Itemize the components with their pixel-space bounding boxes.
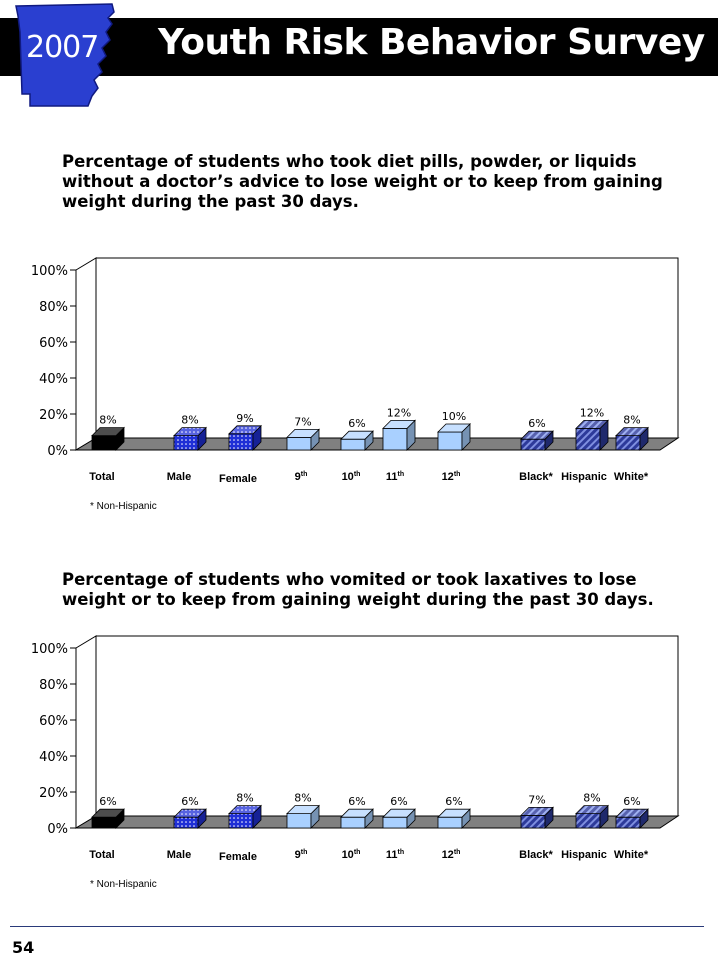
category-label: 11th: [385, 471, 405, 483]
category-label: Hispanic: [561, 471, 607, 483]
bar: [576, 420, 608, 450]
category-label: Black*: [519, 849, 553, 861]
y-tick-label: 80%: [39, 300, 68, 315]
bottom-rule: [10, 926, 704, 927]
y-tick-label: 100%: [30, 642, 68, 657]
bar: [174, 809, 206, 828]
bar: [521, 431, 553, 450]
category-label: 9th: [294, 471, 308, 483]
category-label: Total: [89, 849, 115, 861]
data-label: 6%: [348, 417, 366, 431]
category-label: Male: [166, 849, 192, 861]
bar: [616, 809, 648, 828]
bar: [341, 809, 373, 828]
y-tick-label: 80%: [39, 678, 68, 693]
data-label: 8%: [236, 791, 254, 805]
bar: [438, 809, 470, 828]
category-label: 10th: [341, 471, 361, 483]
bar: [92, 428, 124, 450]
category-label: Female: [219, 473, 257, 485]
data-label: 6%: [390, 795, 408, 809]
bar: [92, 809, 124, 828]
y-tick-label: 20%: [39, 786, 68, 801]
chart-2-question: Percentage of students who vomited or took laxatives to lose weight or to keep from gaining weight during the past 30 days.: [62, 570, 654, 609]
y-tick-label: 0%: [47, 444, 68, 459]
data-label: 6%: [445, 795, 463, 809]
bar: [438, 424, 470, 450]
bar: [341, 431, 373, 450]
bar: [174, 428, 206, 450]
chart-1-question: Percentage of students who took diet pills, powder, or liquids without a doctor’s advice to lose weight or to keep from gaining weight during the past 30 days.: [62, 152, 663, 211]
category-label: White*: [613, 849, 649, 861]
y-tick-label: 20%: [39, 408, 68, 423]
bar: [521, 807, 553, 828]
side-wall: [76, 636, 96, 828]
category-label: 11th: [385, 849, 405, 861]
y-tick-label: 60%: [39, 336, 68, 351]
category-label: Black*: [519, 471, 553, 483]
data-label: 8%: [181, 413, 199, 427]
data-label: 6%: [99, 795, 117, 809]
bar: [287, 806, 319, 828]
y-tick-label: 0%: [47, 822, 68, 837]
data-label: 8%: [294, 791, 312, 805]
bar: [616, 428, 648, 450]
data-label: 6%: [348, 795, 366, 809]
data-label: 8%: [583, 791, 601, 805]
page-number: 54: [12, 938, 35, 957]
chart-1-footnote: * Non-Hispanic: [90, 501, 157, 512]
bar: [383, 420, 415, 450]
page-title: Youth Risk Behavior Survey: [158, 22, 705, 63]
survey-year: 2007: [26, 30, 99, 65]
bar: [229, 426, 261, 450]
bar: [229, 806, 261, 828]
data-label: 8%: [623, 413, 641, 427]
category-label: Male: [166, 471, 192, 483]
data-label: 12%: [579, 406, 605, 420]
side-wall: [76, 258, 96, 450]
data-label: 6%: [528, 417, 546, 431]
category-label: Total: [89, 471, 115, 483]
data-label: 6%: [623, 795, 641, 809]
category-label: White*: [613, 471, 649, 483]
data-label: 7%: [294, 415, 312, 429]
category-label: 12th: [441, 849, 461, 861]
y-tick-label: 40%: [39, 750, 68, 765]
data-label: 10%: [441, 410, 467, 423]
y-tick-label: 100%: [30, 264, 68, 279]
data-label: 8%: [99, 413, 117, 427]
data-label: 7%: [528, 793, 546, 807]
chart-1-diet-pills: [0, 250, 720, 520]
category-label: 12th: [441, 471, 461, 483]
back-wall: [96, 636, 678, 816]
category-label: Female: [219, 851, 257, 863]
bar: [576, 806, 608, 828]
category-label: 9th: [294, 849, 308, 861]
bar: [287, 429, 319, 450]
y-tick-label: 40%: [39, 372, 68, 387]
category-label: Hispanic: [561, 849, 607, 861]
chart-2-vomited-laxatives: [0, 628, 720, 898]
bar: [383, 809, 415, 828]
chart-2-footnote: * Non-Hispanic: [90, 879, 157, 890]
category-label: 10th: [341, 849, 361, 861]
y-tick-label: 60%: [39, 714, 68, 729]
data-label: 9%: [236, 411, 254, 425]
data-label: 6%: [181, 795, 199, 809]
data-label: 12%: [386, 406, 412, 420]
